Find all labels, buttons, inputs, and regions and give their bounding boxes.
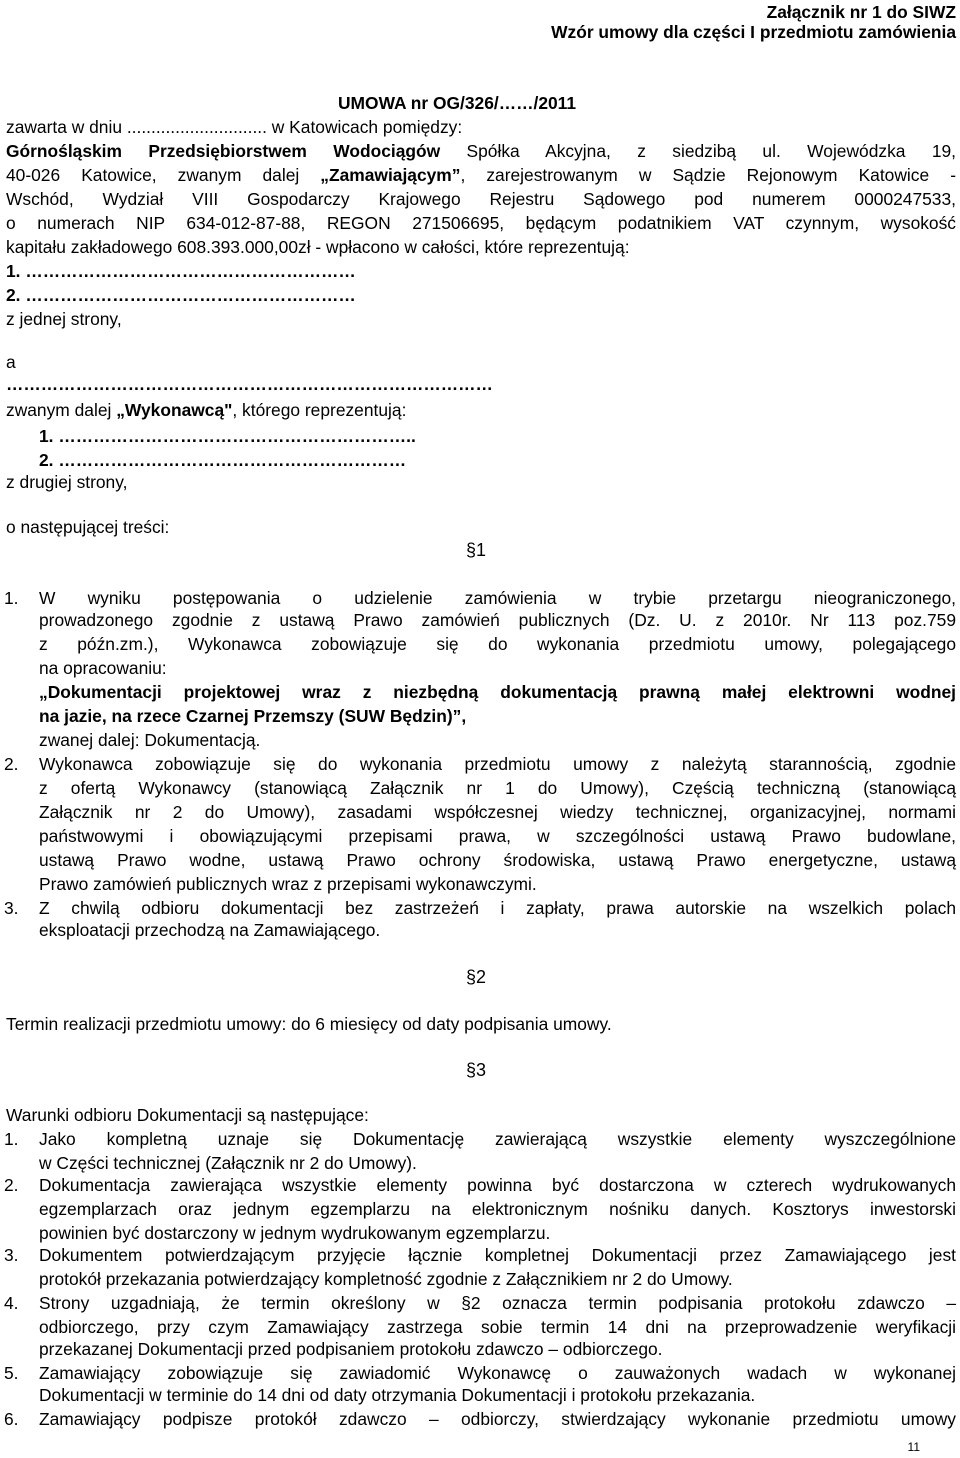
c5-line-2: Dokumentacji w terminie do 14 dni od daty otrzymania Dokumentacji i protokołu przekazania. (39, 1385, 756, 1405)
c4-number: 4. (4, 1293, 19, 1313)
c3-line-1: Dokumentem potwierdzającym przyjęcie łącznie kompletnej Dokumentacji przez Zamawiającego jest (39, 1245, 956, 1265)
attachment-label: Załącznik nr 1 do SIWZ (766, 2, 956, 22)
contractor-rep-1: 1. …………………………………………………….. (39, 426, 416, 446)
p1-line-5: zwanej dalej: Dokumentacją. (39, 730, 261, 750)
p2-line-5: ustawą Prawo wodne, ustawą Prawo ochrony środowiska, ustawą Prawo energetyczne, ustawą (39, 850, 956, 870)
c3-line-2: protokół przekazania potwierdzający kompletność zgodnie z Załącznikiem nr 2 do Umowy. (39, 1269, 733, 1289)
party-side-2: z drugiej strony, (6, 472, 128, 492)
c1-line-1: Jako kompletną uznaje się Dokumentację zawierającą wszystkie elementy wyszczególnione (39, 1129, 956, 1149)
party-side-1: z jednej strony, (6, 309, 122, 329)
contractor-text: zwanym dalej (6, 400, 112, 420)
c2-line-3: powinien być dostarczony w jednym wydrukowanym egzemplarzu. (39, 1223, 551, 1243)
contract-title: UMOWA nr OG/326/……/2011 (338, 93, 577, 113)
representative-1: 1. ………………………………………………… (6, 261, 356, 281)
p2-line-6: Prawo zamówień publicznych wraz z przepisami wykonawczymi. (39, 874, 537, 894)
page-number: 11 (907, 1440, 920, 1454)
contractor-name-blank: ………………………………………………………………………… (6, 374, 493, 394)
p2-line-1: Wykonawca zobowiązuje się do wykonania przedmiotu umowy z należytą starannością, zgodnie (39, 754, 956, 774)
section-2-mark: §2 (466, 967, 487, 987)
content-intro: o następującej treści: (6, 517, 170, 537)
intro-line-6: kapitału zakładowego 608.393.000,00zł - wpłacono w całości, które reprezentują: (6, 237, 630, 257)
c6-line-1: Zamawiający podpisze protokół zdawczo – odbiorczy, stwierdzający wykonanie przedmiotu umowy (39, 1409, 956, 1429)
c2-line-1: Dokumentacja zawierająca wszystkie elementy powinna być dostarczona w czterech wydrukowanych (39, 1175, 956, 1195)
p3-line-2: eksploatacji przechodzą na Zamawiającego. (39, 920, 381, 940)
c6-number: 6. (4, 1409, 19, 1429)
contractor-rep-2: 2. …………………………………………………… (39, 450, 407, 470)
c5-line-1: Zamawiający zobowiązuje się zawiadomić Wykonawcę o zauważonych wadach w wykonanej (39, 1363, 956, 1383)
conditions-heading: Warunki odbioru Dokumentacji są następujące: (6, 1105, 369, 1125)
p2-number: 2. (4, 754, 19, 774)
contractor-line (6, 398, 406, 422)
section-3-mark: §3 (466, 1060, 487, 1080)
c5-number: 5. (4, 1363, 19, 1383)
subject-title-2: na jazie, na rzece Czarnej Przemszy (SUW Będzin)”, (39, 706, 467, 726)
intro-text: 40-026 Katowice, zwanym dalej (6, 165, 300, 185)
c3-number: 3. (4, 1245, 19, 1265)
subject-title-1: „Dokumentacji projektowej wraz z niezbędną dokumentacją prawną małej elektrowni wodnej (39, 682, 956, 702)
ordering-party-term: „Zamawiającym” (320, 165, 461, 185)
intro-line-1: zawarta w dniu ............................. w Katowicach pomiędzy: (6, 117, 463, 137)
p3-line-1: Z chwilą odbioru dokumentacji bez zastrzeżeń i zapłaty, prawa autorskie na wszelkich polach (39, 898, 956, 918)
p3-number: 3. (4, 898, 19, 918)
contractor-term: „Wykonawcą" (116, 400, 233, 420)
p1-line-2: prowadzonego zgodnie z ustawą Prawo zamówień publicznych (Dz. U. z 2010r. Nr 113 poz.759 (39, 610, 956, 630)
section-1-mark: §1 (466, 540, 487, 560)
company-name: Górnośląskim Przedsiębiorstwem Wodociągów (6, 141, 441, 161)
p2-line-3: Załącznik nr 2 do Umowy), zasadami współczesnej wiedzy technicznej, organizacyjnej, normami (39, 802, 956, 822)
p1-line-1: W wyniku postępowania o udzielenie zamówienia w trybie przetargu nieograniczonego, (39, 588, 956, 608)
attachment-subtitle: Wzór umowy dla części I przedmiotu zamówienia (551, 22, 956, 42)
c1-line-2: w Części technicznej (Załącznik nr 2 do Umowy). (39, 1153, 417, 1173)
c1-number: 1. (4, 1129, 19, 1149)
representative-2: 2. ………………………………………………… (6, 285, 356, 305)
c4-line-3: przekazanej Dokumentacji przed podpisaniem protokołu zdawczo – odbiorczego. (39, 1339, 663, 1359)
intro-line-5: o numerach NIP 634-012-87-88, REGON 271506695, będącym podatnikiem VAT czynnym, wysokość (6, 213, 956, 233)
c2-line-2: egzemplarzach oraz jednym egzemplarzu na elektronicznym nośniku danych. Kosztorys inwestorski (39, 1199, 956, 1219)
c4-line-2: odbiorczego, przy czym Zamawiający zastrzega sobie termin 14 dni na przeprowadzenie weryfikacji (39, 1317, 956, 1337)
p2-line-2: z ofertą Wykonawcy (stanowiącą Załącznik nr 1 do Umowy), Częścią techniczną (stanowiącą (39, 778, 956, 798)
p1-line-4: na opracowaniu: (39, 658, 167, 678)
p1-number: 1. (4, 588, 19, 608)
contractor-text: , którego reprezentują: (232, 400, 407, 420)
c2-number: 2. (4, 1175, 19, 1195)
c4-line-1: Strony uzgadniają, że termin określony w §2 oznacza termin podpisania protokołu zdawczo – (39, 1293, 956, 1313)
intro-line-4: Wschód, Wydział VIII Gospodarczy Krajowego Rejestru Sądowego pod numerem 0000247533, (6, 189, 956, 209)
p1-line-3: z późn.zm.), Wykonawca zobowiązuje się do wykonania przedmiotu umowy, polegającego (39, 634, 956, 654)
company-form: Spółka Akcyjna, z siedzibą ul. Wojewódzka 19, (466, 141, 956, 161)
intro-line-2 (6, 139, 956, 163)
p2-line-4: państwowymi i obowiązującymi przepisami prawa, w szczególności ustawą Prawo budowlane, (39, 826, 956, 846)
conjunction-a: a (6, 352, 16, 372)
intro-text: , zarejestrowanym w Sądzie Rejonowym Katowice - (460, 165, 956, 185)
deadline-text: Termin realizacji przedmiotu umowy: do 6 miesięcy od daty podpisania umowy. (6, 1014, 612, 1034)
intro-line-3 (6, 163, 956, 187)
